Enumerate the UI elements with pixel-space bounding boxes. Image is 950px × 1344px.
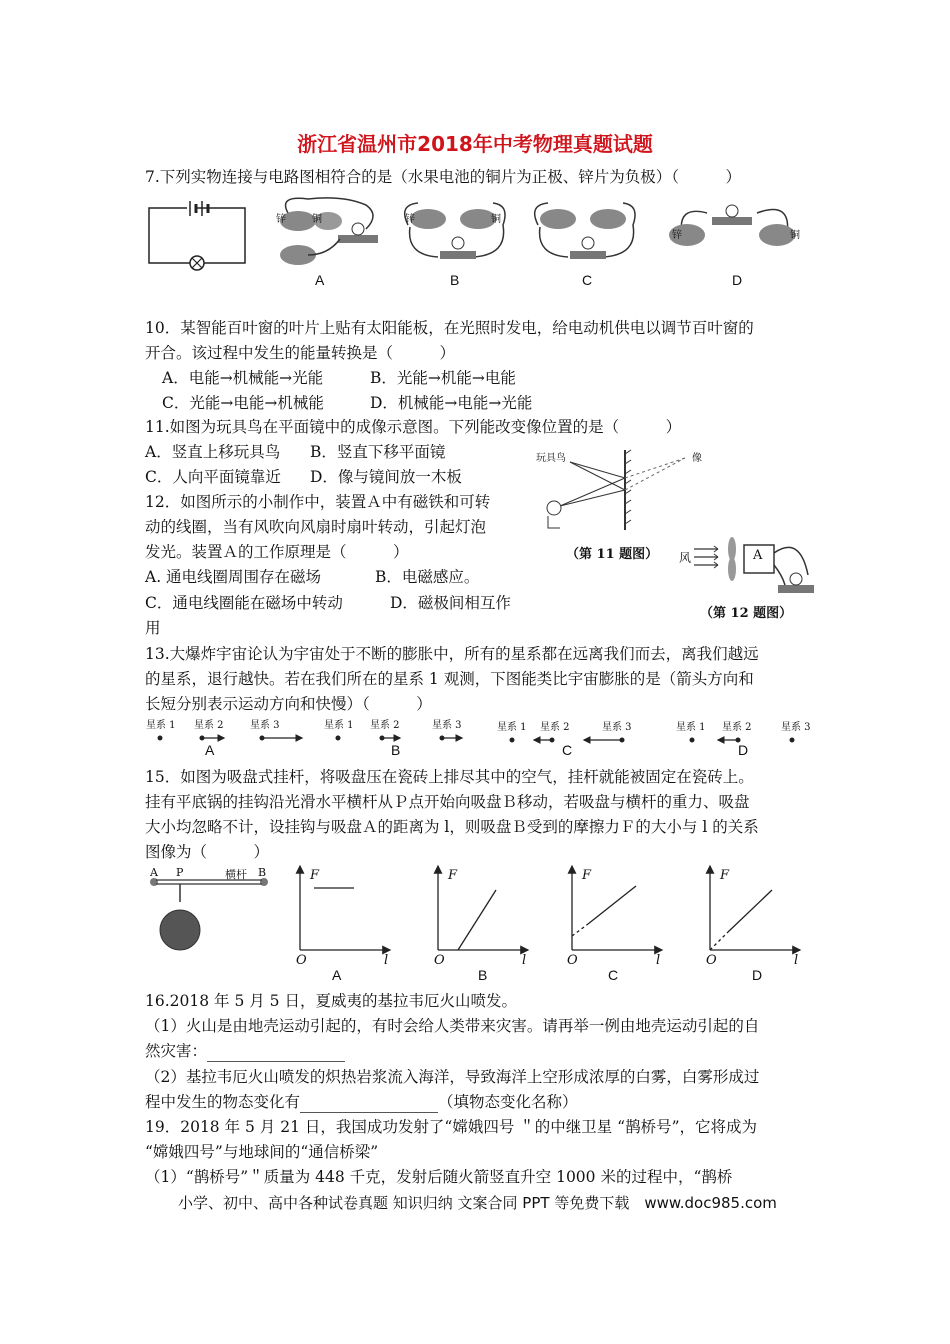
q13-galaxy-diagrams [140, 730, 820, 750]
q15-c-axis-l: l [656, 953, 661, 968]
q7-option-c-figure [528, 195, 643, 270]
q16-line1: 16.2018 年 5 月 5 日，夏威夷的基拉韦厄火山喷发。 [145, 992, 517, 1010]
q7-cu-label-d1: 铜 [790, 230, 800, 241]
q13-c-galaxy2: 星系 2 [540, 722, 570, 733]
q16-line3 [145, 1040, 345, 1062]
q12-caption: （第 12 题图） [700, 606, 793, 621]
q15-label-bar: 横杆 [225, 868, 247, 881]
q13-option-b: B [391, 742, 401, 758]
q13-option-d: D [738, 742, 749, 758]
q7-zn-label-a1: 锌 [276, 214, 286, 225]
q15-option-c: C [608, 967, 619, 983]
q15-d-axis-f: F [720, 868, 730, 883]
footer-note: 小学、初中、高中各种试卷真题 知识归纳 文案合同 PPT 等免费下载 www.doc985.com [178, 1194, 777, 1212]
q12-option-a: A. 通电线圈周围存在磁场 [145, 568, 322, 586]
q16-line5-suffix: （填物态变化名称） [438, 1093, 578, 1111]
q10-option-c: C．光能→电能→机械能 [162, 394, 324, 412]
q11-image-label: 像 [692, 453, 702, 464]
q15-b-origin: O [434, 953, 445, 968]
q15-hanger-figure [146, 868, 276, 963]
q13-a-galaxy2: 星系 2 [194, 720, 224, 731]
q7-option-b-figure [398, 195, 513, 270]
q12-generator-figure [690, 535, 820, 600]
q12-line2: 动的线圈，当有风吹向风扇时扇叶转动，引起灯泡 [145, 518, 487, 536]
page-title: 浙江省温州市2018年中考物理真题试题 [297, 132, 653, 156]
q19-line1: 19．2018 年 5 月 21 日，我国成功发射了“嫦娥四号 ＂的中继卫星 “鹊桥号”，它将成为 [145, 1118, 758, 1136]
q15-option-a: A [332, 967, 342, 983]
q7-stem: 7.下列实物连接与电路图相符合的是（水果电池的铜片为正极、锌片为负极）（ ） [145, 168, 742, 186]
q12-line3: 发光。装置Ａ的工作原理是（ ） [145, 543, 409, 561]
q15-d-axis-l: l [794, 953, 799, 968]
q13-line1: 13.大爆炸宇宙论认为宇宙处于不断的膨胀中，所有的星系都在远离我们而去，离我们越远 [145, 645, 759, 663]
q13-b-galaxy1: 星系 1 [324, 720, 354, 731]
q7-option-d-figure [662, 195, 802, 270]
q11-line1: 11.如图为玩具鸟在平面镜中的成像示意图。下列能改变像位置的是（ ） [145, 418, 682, 436]
q15-line2: 挂有平底锅的挂钩沿光滑水平横杆从Ｐ点开始向吸盘Ｂ移动，若吸盘与横杆的重力、吸盘 [145, 793, 750, 811]
q7-zn-label-b1: 锌 [405, 214, 415, 225]
q11-option-b: B．竖直下移平面镜 [310, 443, 446, 461]
q10-option-b: B．光能→机能→电能 [370, 369, 516, 387]
q15-label-a: A [150, 866, 158, 879]
q15-option-b: B [478, 967, 488, 983]
q13-b-galaxy3: 星系 3 [432, 720, 462, 731]
q15-c-axis-f: F [582, 868, 592, 883]
q13-line2: 的星系，退行越快。若在我们所在的星系 1 观测，下图能类比宇宙膨胀的是（箭头方向和 [145, 670, 754, 688]
q13-b-galaxy2: 星系 2 [370, 720, 400, 731]
q15-option-d: D [752, 967, 763, 983]
q15-d-origin: O [706, 953, 717, 968]
q16-line5-text: 程中发生的物态变化有 [145, 1093, 301, 1111]
q16-answer-blank-2[interactable] [300, 1094, 438, 1113]
q13-c-galaxy3: 星系 3 [602, 722, 632, 733]
q7-cu-label-b1: 铜 [491, 214, 501, 225]
q13-d-galaxy3: 星系 3 [781, 722, 811, 733]
q13-d-galaxy2: 星系 2 [722, 722, 752, 733]
q16-answer-blank-1[interactable] [207, 1043, 345, 1062]
q15-line1: 15．如图为吸盘式挂杆，将吸盘压在瓷砖上排尽其中的空气，挂杆就能被固定在瓷砖上。 [145, 768, 754, 786]
q7-option-b: B [450, 272, 460, 288]
q16-line5 [145, 1091, 578, 1113]
q13-a-galaxy1: 星系 1 [146, 720, 176, 731]
q12-device-a-label: A [753, 548, 763, 563]
q15-a-origin: O [296, 953, 307, 968]
q15-graphs [290, 862, 820, 972]
q13-d-galaxy1: 星系 1 [676, 722, 706, 733]
q15-c-origin: O [567, 953, 578, 968]
q11-toy-bird-label: 玩具鸟 [536, 453, 566, 464]
q10-option-d: D．机械能→电能→光能 [370, 394, 533, 412]
q13-c-galaxy1: 星系 1 [497, 722, 527, 733]
q13-line3: 长短分别表示运动方向和快慢）（ ） [145, 695, 432, 713]
q7-circuit-diagram [148, 198, 248, 268]
q11-option-c: C．人向平面镜靠近 [145, 468, 281, 486]
q19-line3: （1）“鹊桥号”＂质量为 448 千克，发射后随火箭竖直升空 1000 米的过程中，“鹊桥 [145, 1168, 733, 1186]
q10-line1: 10．某智能百叶窗的叶片上贴有太阳能板，在光照时发电，给电动机供电以调节百叶窗的 [145, 319, 754, 337]
q7-option-c: C [582, 272, 593, 288]
q16-line4: （2）基拉韦厄火山喷发的炽热岩浆流入海洋，导致海洋上空形成浓厚的白雾，白雾形成过 [145, 1068, 760, 1086]
q15-a-axis-f: F [310, 868, 320, 883]
q12-option-d: D．磁极间相互作 [390, 594, 511, 612]
q15-line3: 大小均忽略不计，设挂钩与吸盘Ａ的距离为 l，则吸盘Ｂ受到的摩擦力Ｆ的大小与 l 的关系 [145, 818, 759, 836]
q19-line2: “嫦娥四号”与地球间的“通信桥梁” [145, 1143, 379, 1161]
q12-option-d-cont: 用 [145, 619, 161, 637]
q16-line3-text: 然灾害： [145, 1042, 208, 1060]
q12-option-b: B．电磁感应。 [375, 568, 480, 586]
q7-cu-label-a1: 铜 [312, 214, 322, 225]
q7-option-d: D [732, 272, 743, 288]
q7-zn-label-d1: 锌 [672, 230, 682, 241]
q12-option-c: C．通电线圈能在磁场中转动 [145, 594, 343, 612]
q15-a-axis-l: l [384, 953, 389, 968]
q13-a-galaxy3: 星系 3 [250, 720, 280, 731]
q15-b-axis-f: F [448, 868, 458, 883]
q7-option-a: A [315, 272, 325, 288]
q15-b-axis-l: l [522, 953, 527, 968]
q13-option-c: C [562, 742, 573, 758]
q12-wind-label: 风 [679, 551, 692, 565]
q12-line1: 12．如图所示的小制作中，装置Ａ中有磁铁和可转 [145, 493, 491, 511]
q15-line4: 图像为（ ） [145, 843, 270, 861]
q11-option-a: A．竖直上移玩具鸟 [145, 443, 281, 461]
q13-option-a: A [205, 742, 215, 758]
q11-option-d: D．像与镜间放一木板 [310, 468, 462, 486]
q7-option-a-figure [268, 195, 383, 270]
q16-line2: （1）火山是由地壳运动引起的，有时会给人类带来灾害。请再举一例由地壳运动引起的自 [145, 1017, 760, 1035]
q15-label-p: P [176, 866, 184, 879]
q11-caption: （第 11 题图） [566, 547, 659, 562]
q15-label-b: B [258, 866, 267, 879]
q10-option-a: A．电能→机械能→光能 [162, 369, 324, 387]
q10-line2: 开合。该过程中发生的能量转换是（ ） [145, 344, 456, 362]
